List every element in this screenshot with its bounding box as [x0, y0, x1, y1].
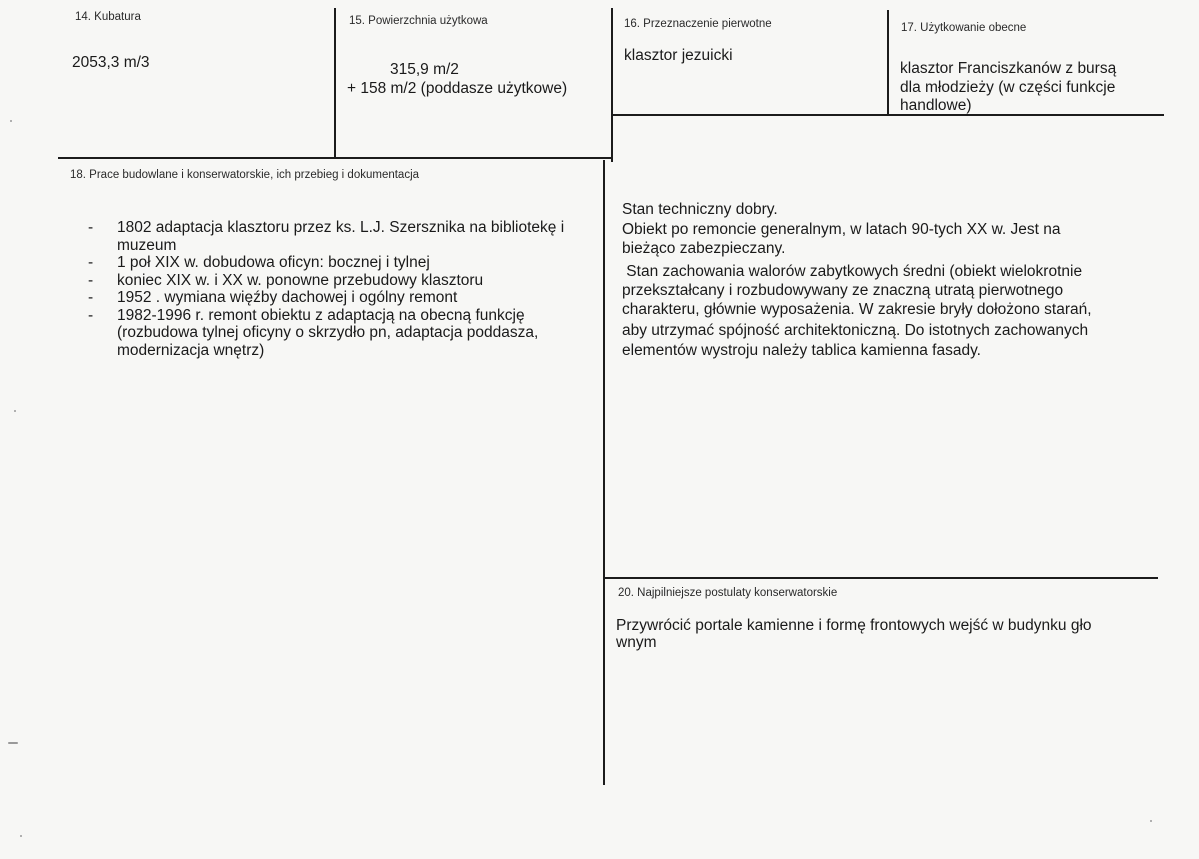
field-14-label: 14. Kubatura [75, 11, 141, 23]
field-16-label: 16. Przeznaczenie pierwotne [624, 18, 772, 30]
divider-v-15-16 [611, 8, 613, 162]
scan-speck [8, 742, 18, 744]
divider-v-14-15 [334, 8, 336, 158]
field-14-value: 2053,3 m/3 [72, 54, 150, 71]
list-item: - koniec XIX w. i XX w. ponowne przebudowy klasztoru [88, 272, 608, 290]
scan-speck [1150, 820, 1152, 822]
divider-h-left [58, 157, 612, 159]
scan-speck [20, 835, 22, 837]
field-19-line4: Stan zachowania walorów zabytkowych średni (obiekt wielokrotnie [622, 263, 1083, 280]
field-15-label: 15. Powierzchnia użytkowa [349, 15, 488, 27]
field-18-label: 18. Prace budowlane i konserwatorskie, ich przebieg i dokumentacja [70, 169, 420, 181]
field-17-label: 17. Użytkowanie obecne [901, 22, 1027, 34]
field-15-value-line1: 315,9 m/2 [390, 61, 459, 78]
divider-h-right-mid [604, 577, 1158, 579]
field-18-works-list [88, 219, 608, 359]
scan-speck [14, 410, 16, 412]
field-16-value: klasztor jezuicki [624, 47, 733, 64]
divider-v-16-17 [887, 10, 889, 115]
field-19-line8: elementów wystroju należy tablica kamienna fasady. [622, 342, 981, 359]
field-19-line2: Obiekt po remoncie generalnym, w latach 90-tych XX w. Jest na [622, 221, 1061, 238]
field-20-label: 20. Najpilniejsze postulaty konserwatorskie [618, 587, 838, 599]
field-17-value-line2: dla młodzieży (w części funkcje [900, 79, 1116, 96]
field-20-value-line2: wnym [616, 634, 657, 651]
field-19-line7: aby utrzymać spójność architektoniczną. Do istotnych zachowanych [622, 322, 1089, 339]
list-item: - 1952 . wymiana więźby dachowej i ogólny remont [88, 289, 608, 307]
scan-speck [10, 120, 12, 122]
field-19-line6: charakteru, głównie wyposażenia. W zakresie bryły dołożono starań, [622, 301, 1092, 318]
field-17-value-line1: klasztor Franciszkanów z bursą [900, 60, 1117, 77]
field-19-line5: przekształcany i rozbudowywany ze znaczną utratą pierwotnego [622, 282, 1064, 299]
field-19-line1: Stan techniczny dobry. [622, 201, 778, 218]
list-item: - 1982-1996 r. remont obiektu z adaptacją na obecną funkcję (rozbudowa tylnej oficyny o skrzydło pn, adaptacja poddasza, modernizacja wnętrz) [88, 307, 587, 360]
divider-h-right-top [611, 114, 1164, 116]
field-17-value-line3: handlowe) [900, 97, 972, 114]
field-15-value-line2: + 158 m/2 (poddasze użytkowe) [347, 80, 568, 97]
field-19-line3: bieżąco zabezpieczany. [622, 240, 786, 257]
list-item: - 1802 adaptacja klasztoru przez ks. L.J. Szersznika na bibliotekę i muzeum [88, 219, 608, 254]
field-20-value-line1: Przywrócić portale kamienne i formę frontowych wejść w budynku gło [616, 617, 1092, 634]
list-item: - 1 poł XIX w. dobudowa oficyn: bocznej i tylnej [88, 254, 608, 272]
